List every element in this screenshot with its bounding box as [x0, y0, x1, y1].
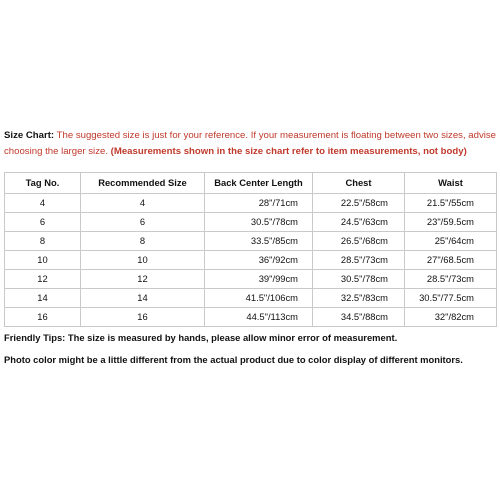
cell-waist: 21.5"/55cm	[405, 194, 497, 213]
friendly-tips	[4, 332, 496, 366]
size-chart-table	[4, 172, 497, 327]
cell-waist: 23"/59.5cm	[405, 213, 497, 232]
cell-waist: 28.5"/73cm	[405, 270, 497, 289]
cell-back-center-length: 41.5"/106cm	[205, 289, 313, 308]
cell-back-center-length: 36"/92cm	[205, 251, 313, 270]
cell-back-center-length: 30.5"/78cm	[205, 213, 313, 232]
table-row	[5, 232, 497, 251]
cell-chest: 22.5"/58cm	[313, 194, 405, 213]
cell-waist: 32"/82cm	[405, 308, 497, 327]
table-row	[5, 289, 497, 308]
table-row	[5, 194, 497, 213]
cell-recommended-size: 14	[81, 289, 205, 308]
cell-tag-no: 10	[5, 251, 81, 270]
table-header-row	[5, 173, 497, 194]
cell-waist: 27"/68.5cm	[405, 251, 497, 270]
table-row	[5, 213, 497, 232]
cell-tag-no: 6	[5, 213, 81, 232]
cell-recommended-size: 8	[81, 232, 205, 251]
cell-chest: 24.5"/63cm	[313, 213, 405, 232]
cell-back-center-length: 44.5"/113cm	[205, 308, 313, 327]
cell-back-center-length: 28"/71cm	[205, 194, 313, 213]
table-row	[5, 308, 497, 327]
header-tag-no: Tag No.	[5, 173, 81, 194]
cell-waist: 30.5"/77.5cm	[405, 289, 497, 308]
cell-recommended-size: 10	[81, 251, 205, 270]
header-recommended-size: Recommended Size	[81, 173, 205, 194]
cell-recommended-size: 12	[81, 270, 205, 289]
cell-chest: 30.5"/78cm	[313, 270, 405, 289]
cell-chest: 32.5"/83cm	[313, 289, 405, 308]
cell-tag-no: 14	[5, 289, 81, 308]
header-back-center-length: Back Center Length	[205, 173, 313, 194]
tips-color-note: Photo color might be a little different from the actual product due to color display of different monitors.	[4, 354, 463, 365]
cell-tag-no: 16	[5, 308, 81, 327]
size-chart-label: Size Chart:	[4, 130, 55, 141]
cell-recommended-size: 4	[81, 194, 205, 213]
cell-back-center-length: 33.5"/85cm	[205, 232, 313, 251]
cell-recommended-size: 16	[81, 308, 205, 327]
cell-chest: 26.5"/68cm	[313, 232, 405, 251]
header-chest: Chest	[313, 173, 405, 194]
table-row	[5, 270, 497, 289]
header-waist: Waist	[405, 173, 497, 194]
size-chart-measurement-note: (Measurements shown in the size chart refer to item measurements, not body)	[110, 146, 467, 157]
tips-measurement-note: Friendly Tips: The size is measured by hands, please allow minor error of measurement.	[4, 332, 398, 343]
cell-chest: 28.5"/73cm	[313, 251, 405, 270]
size-chart-note: The suggested size is just for your reference. If your measurement is floating between two sizes, advise choosing the larger size.	[4, 130, 497, 157]
table-row	[5, 251, 497, 270]
cell-tag-no: 12	[5, 270, 81, 289]
cell-chest: 34.5"/88cm	[313, 308, 405, 327]
cell-recommended-size: 6	[81, 213, 205, 232]
size-chart-intro	[4, 128, 496, 160]
cell-tag-no: 4	[5, 194, 81, 213]
cell-waist: 25"/64cm	[405, 232, 497, 251]
cell-back-center-length: 39"/99cm	[205, 270, 313, 289]
cell-tag-no: 8	[5, 232, 81, 251]
